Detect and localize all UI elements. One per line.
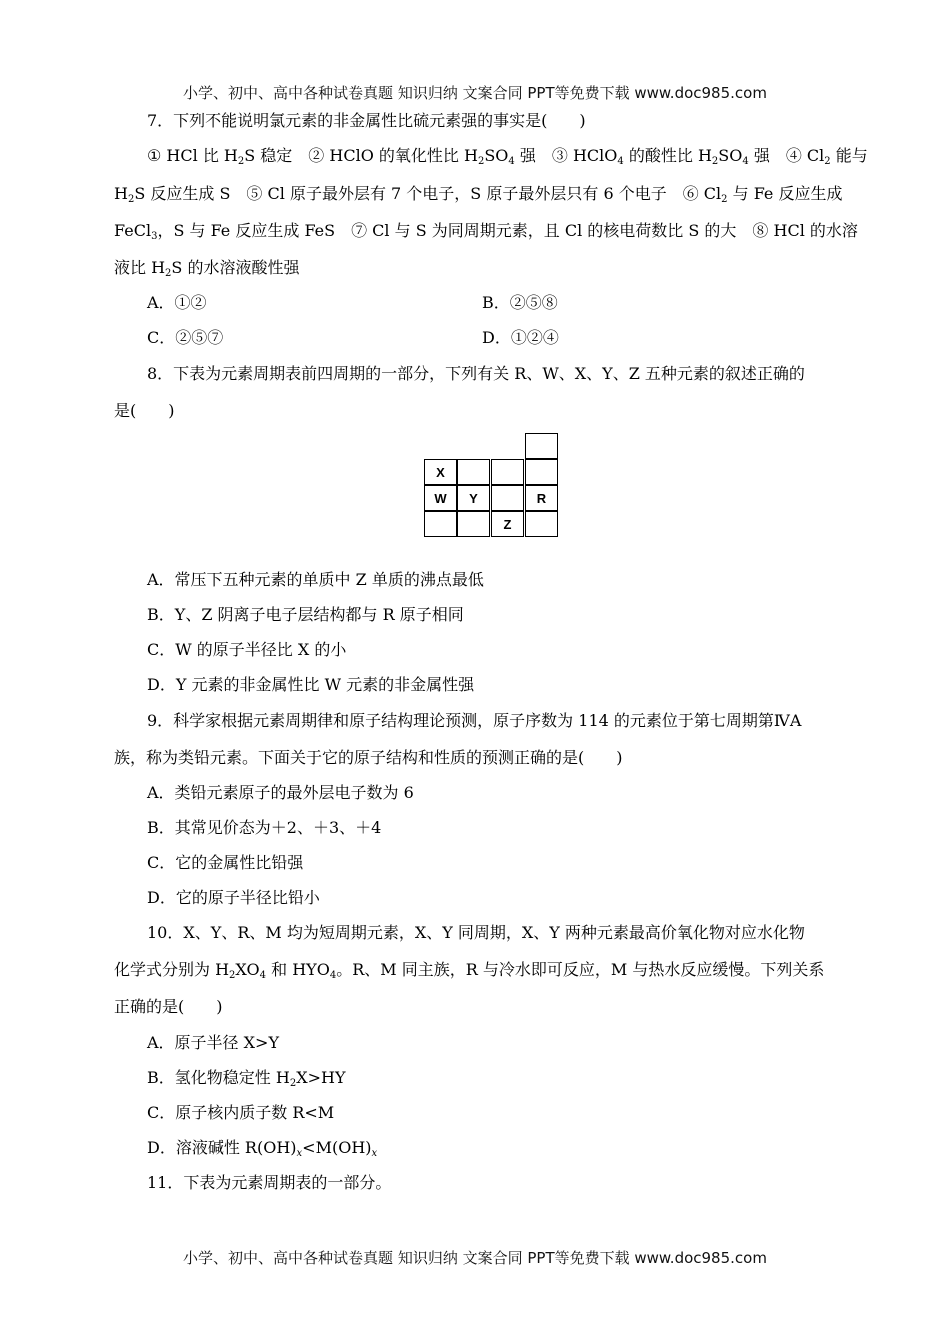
q9-option-c: C．它的金属性比铅强: [147, 853, 304, 872]
q7-option-d: D．①②④: [482, 328, 559, 347]
table-cell: [424, 511, 457, 537]
q8-option-d: D．Y 元素的非金属性比 W 元素的非金属性强: [147, 675, 475, 694]
table-cell: [525, 433, 558, 459]
q10-option-b: B．氢化物稳定性 $H_2X>HY$: [147, 1068, 346, 1089]
q7-option-c: C．②⑤⑦: [147, 328, 224, 347]
table-cell: [457, 459, 490, 485]
q7-stem: 7．下列不能说明氯元素的非金属性比硫元素强的事实是( ): [147, 111, 586, 130]
q10-stem-line-1: 10．X、Y、R、M 均为短周期元素，X、Y 同周期，X、Y 两种元素最高价氧化物对应水化物: [147, 923, 805, 942]
q7-option-a: A．①②: [147, 293, 207, 312]
q10-stem-line-3: 正确的是( ): [114, 997, 223, 1016]
q11-stem: 11．下表为元素周期表的一部分。: [147, 1173, 392, 1192]
q7-statement-line-1: ① HCl 比 $H_2S$ 稳定 ② HClO 的氧化性比 $H_2SO_4$ 强 ③ HClO$_4$ 的酸性比 $H_2SO_4$ 强 ④ $Cl_2$ 能与: [147, 146, 868, 167]
q9-stem-line-1: 9．科学家根据元素周期律和原子结构理论预测，原子序数为 114 的元素位于第七周期第ⅣA: [147, 711, 802, 730]
q8-option-b: B．Y、Z 阴离子电子层结构都与 R 原子相同: [147, 605, 464, 624]
q9-option-d: D．它的原子半径比铅小: [147, 888, 320, 907]
table-cell: [491, 459, 524, 485]
q10-option-d: D．溶液碱性 $R(OH)_x<M(OH)_x$: [147, 1138, 378, 1159]
q10-option-c: C．原子核内质子数 R<M: [147, 1103, 335, 1122]
q8-stem-line-1: 8．下表为元素周期表前四周期的一部分，下列有关 R、W、X、Y、Z 五种元素的叙述正确的: [147, 364, 805, 383]
q8-option-a: A．常压下五种元素的单质中 Z 单质的沸点最低: [147, 570, 484, 589]
q9-stem-line-2: 族，称为类铅元素。下面关于它的原子结构和性质的预测正确的是( ): [114, 748, 623, 767]
table-cell-y: Y: [457, 485, 490, 511]
page-footer: 小学、初中、高中各种试卷真题 知识归纳 文案合同 PPT等免费下载 www.doc985.com: [183, 1249, 767, 1267]
table-cell-r: R: [525, 485, 558, 511]
table-cell: [457, 511, 490, 537]
table-cell: [525, 511, 558, 537]
q7-statement-line-2: $H_2S$ 反应生成 S ⑤ Cl 原子最外层有 7 个电子，S 原子最外层只有 6 个电子 ⑥ $Cl_2$ 与 Fe 反应生成: [114, 184, 843, 205]
q8-option-c: C．W 的原子半径比 X 的小: [147, 640, 347, 659]
table-cell-x: X: [424, 459, 457, 485]
q8-stem-line-2: 是( ): [114, 401, 175, 420]
periodic-table-fragment: [424, 433, 560, 537]
q10-option-a: A．原子半径 X>Y: [147, 1033, 280, 1052]
q7-statement-line-3: FeCl$_3$，S 与 Fe 反应生成 FeS ⑦ Cl 与 S 为同周期元素，且 Cl 的核电荷数比 S 的大 ⑧ HCl 的水溶: [114, 221, 858, 242]
table-cell-z: Z: [491, 511, 524, 537]
q9-option-a: A．类铅元素原子的最外层电子数为 6: [147, 783, 414, 802]
q9-option-b: B．其常见价态为＋2、＋3、＋4: [147, 818, 382, 837]
q7-statement-line-4: 液比 $H_2S$ 的水溶液酸性强: [114, 258, 300, 279]
page-header: 小学、初中、高中各种试卷真题 知识归纳 文案合同 PPT等免费下载 www.doc985.com: [183, 84, 767, 102]
q10-stem-line-2: 化学式分别为 $H_2XO_4$ 和 $HYO_4$。R、M 同主族，R 与冷水即可反应，M 与热水反应缓慢。下列关系: [114, 960, 825, 981]
table-cell-w: W: [424, 485, 457, 511]
table-cell: [491, 485, 524, 511]
q7-option-b: B．②⑤⑧: [482, 293, 558, 312]
table-cell: [525, 459, 558, 485]
